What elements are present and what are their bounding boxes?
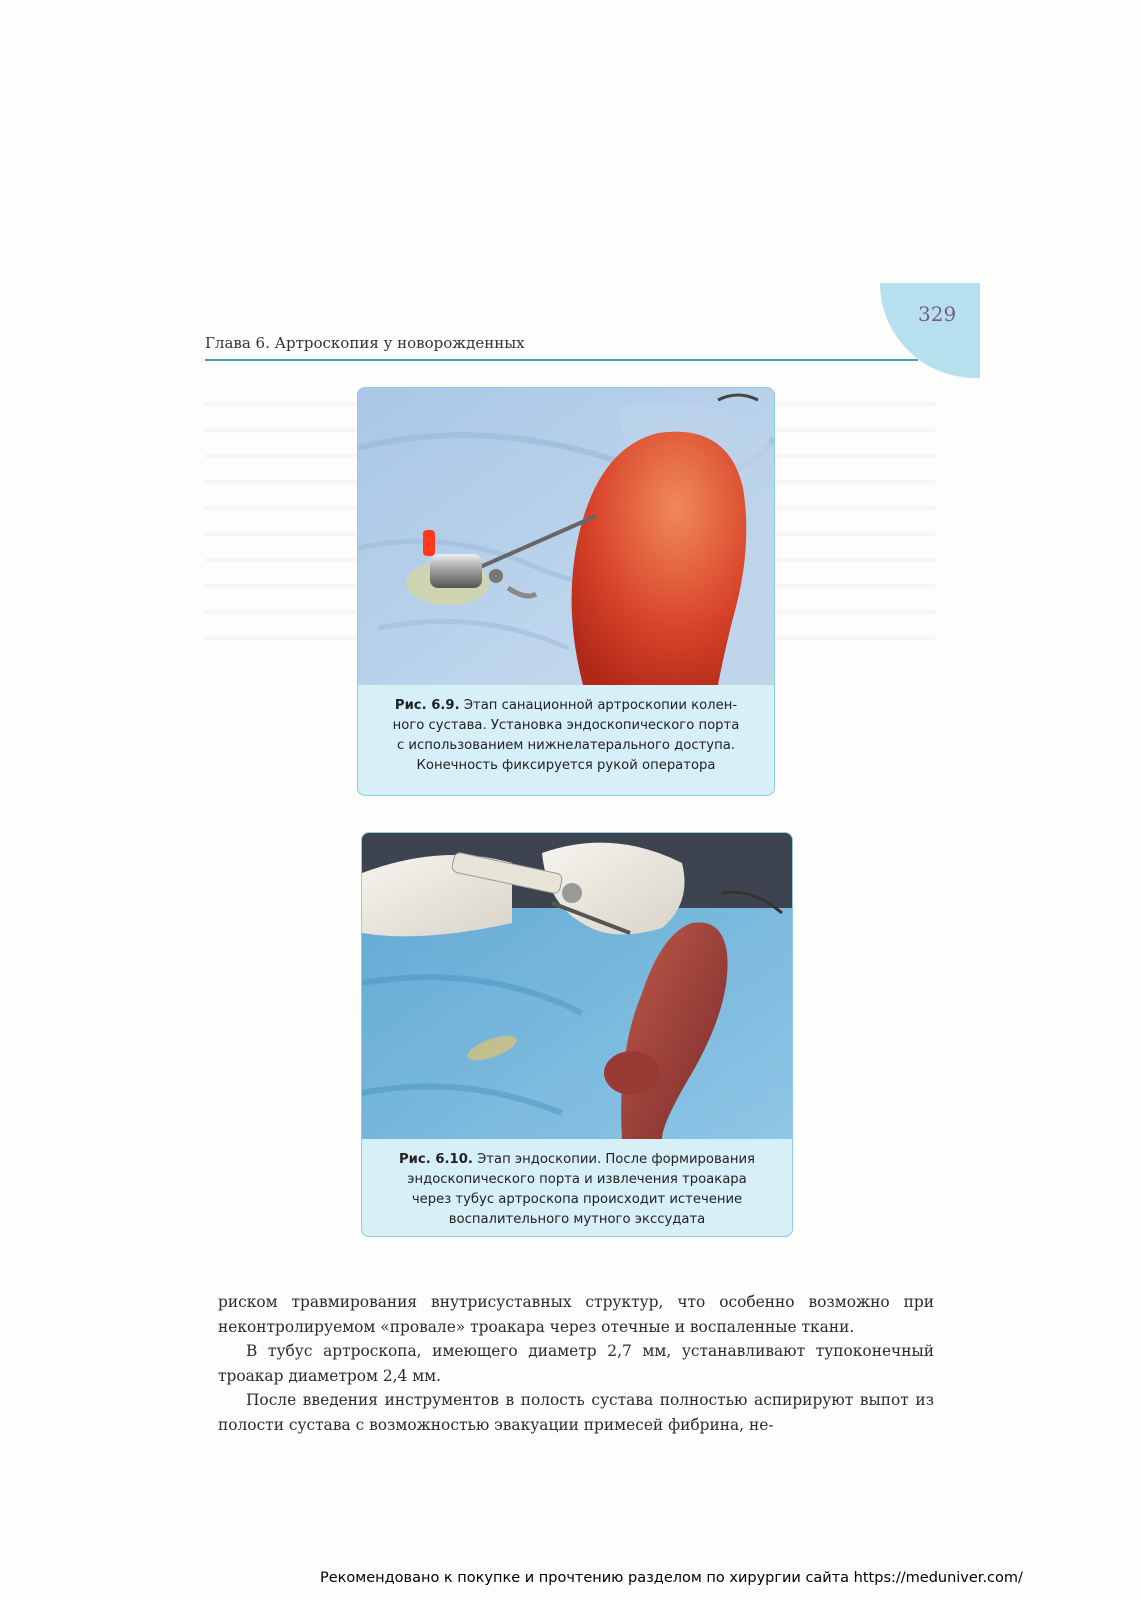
- figure-6-10-caption-line-4: воспалительного мутного экссудата: [448, 1212, 706, 1227]
- figure-6-10-photo: [362, 833, 792, 1139]
- figure-6-10-caption-line-1: Этап эндоскопии. После формирования: [477, 1152, 755, 1167]
- figure-6-9-label: Рис. 6.9.: [394, 698, 460, 713]
- page-number-tab: [880, 283, 980, 378]
- figure-6-9-caption-line-1: Этап санационной артроскопии колен-: [463, 698, 738, 713]
- paragraph-1: риском травмирования внутрисуставных структур, что особенно возможно при неконтролируемом «провале» троакара через отечные и воспаленные ткани.: [218, 1293, 934, 1336]
- footer-note: Рекомендовано к покупке и прочтению разделом по хирургии сайта https://meduniver.com/: [320, 1570, 1023, 1586]
- figure-6-10-caption-line-3: через тубус артроскопа происходит истечение: [411, 1192, 743, 1207]
- figure-6-10: [361, 832, 793, 1237]
- figure-6-10-label: Рис. 6.10.: [399, 1152, 473, 1167]
- paragraph-3: После введения инструментов в полость сустава полностью аспирируют выпот из полости сустава с возможностью эвакуации примесей фибрина, не-: [218, 1391, 934, 1434]
- page-number: 329: [918, 302, 957, 326]
- header-rule: [205, 359, 918, 361]
- figure-6-10-caption: [362, 1144, 792, 1236]
- running-header: Глава 6. Артроскопия у новорожденных: [205, 334, 525, 352]
- figure-6-9-caption-line-2: ного сустава. Установка эндоскопического порта: [392, 718, 740, 733]
- figure-6-9-caption: [358, 690, 774, 795]
- figure-6-10-caption-line-2: эндоскопического порта и извлечения троакара: [407, 1172, 747, 1187]
- body-text: [218, 1290, 934, 1437]
- figure-6-9-caption-line-3: с использованием нижнелатерального доступа.: [396, 738, 735, 753]
- figure-6-9-caption-line-4: Конечность фиксируется рукой оператора: [416, 758, 716, 773]
- paragraph-2: В тубус артроскопа, имеющего диаметр 2,7 мм, устанавливают тупоконечный троакар диаметром 2,4 мм.: [218, 1342, 934, 1385]
- figure-6-9: [357, 387, 775, 796]
- figure-6-9-photo: [358, 388, 774, 685]
